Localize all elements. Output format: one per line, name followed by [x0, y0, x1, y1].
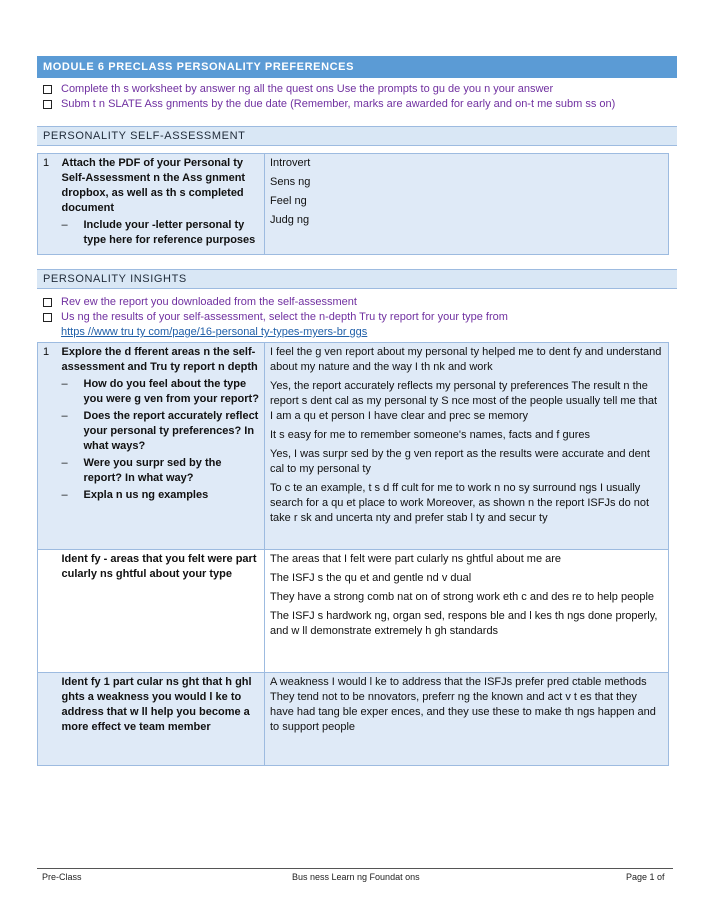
- answer-cell[interactable]: [265, 154, 669, 255]
- answer-line: It s easy for me to remember someone's names, facts and f gures: [270, 429, 591, 441]
- table-row: [38, 673, 669, 766]
- question-text: Ident fy - areas that you felt were part cularly ns ghtful about your type: [61, 553, 257, 580]
- row-number: 1: [38, 154, 57, 255]
- checkbox-bullet-icon: [43, 85, 52, 94]
- dash-bullet: –: [61, 489, 68, 501]
- truity-link[interactable]: https //www tru ty com/page/16-personal ty-types-myers-br ggs: [61, 326, 368, 338]
- question-cell: [57, 343, 265, 550]
- sub-prompt: – Does the report accurately reflect your personal ty preferences? In what ways?: [61, 410, 259, 452]
- self-assessment-table: [37, 153, 669, 255]
- section-header-insights: PERSONALITY INSIGHTS: [37, 269, 677, 289]
- footer-divider: [37, 868, 673, 869]
- footer-page-number: Page 1 of: [626, 872, 665, 882]
- insights-instructions: [42, 295, 672, 340]
- sub-prompt: – Were you surpr sed by the report? In what way?: [61, 457, 222, 484]
- answer-line: The ISFJ s hardwork ng, organ sed, respons ble and l kes th ngs done properly, and w ll demonstrate extremely h gh standards: [270, 610, 658, 637]
- sub-prompt: – Expla n us ng examples: [61, 489, 209, 501]
- question-cell: [57, 673, 265, 766]
- answer-line: The ISFJ s the qu et and gentle nd v dual: [270, 572, 472, 584]
- dash-bullet: –: [61, 378, 68, 390]
- answer-cell[interactable]: [265, 343, 669, 550]
- list-item: Rev ew the report you downloaded from the self-assessment: [42, 295, 672, 310]
- question-text: Attach the PDF of your Personal ty Self-Assessment n the Ass gnment dropbox, as well as th s completed document: [61, 157, 246, 214]
- dash-bullet: –: [61, 410, 68, 422]
- module-header: [37, 56, 677, 78]
- checkbox-bullet-icon: [43, 100, 52, 109]
- answer-line: They have a strong comb nat on of strong work eth c and des re to help people: [270, 591, 655, 603]
- answer-line: To c te an example, t s d ff cult for me to work n no sy surround ngs I usually search for a qu et place to work Moreover, as shown n the report ISFJs do not take r sk and uncerta nty and prefer stab l ty and secur ty: [270, 482, 650, 524]
- question-cell: [57, 154, 265, 255]
- section-header-self-assessment: PERSONALITY SELF-ASSESSMENT: [37, 126, 677, 146]
- answer-line: Yes, I was surpr sed by the g ven report as the results were accurate and dent cal to my personal ty: [270, 448, 650, 475]
- list-item: Subm t n SLATE Ass gnments by the due date (Remember, marks are awarded for early and on-t me subm ss on): [42, 97, 672, 112]
- dash-bullet: –: [61, 457, 68, 469]
- answer-line: Feel ng: [270, 195, 307, 207]
- answer-cell[interactable]: [265, 673, 669, 766]
- answer-cell[interactable]: [265, 550, 669, 673]
- dash-bullet: –: [61, 219, 68, 231]
- question-text: Explore the d fferent areas n the self-assessment and Tru ty report n depth: [61, 346, 258, 373]
- answer-line: I feel the g ven report about my personal ty helped me to dent fy and understand about my nature and the way I th nk and work: [270, 346, 662, 373]
- question-text: Ident fy 1 part cular ns ght that h ghl ghts a weakness you would l ke to address that w ll help you become a more effect ve team member: [61, 676, 252, 733]
- instructions-list: [42, 82, 672, 112]
- footer-left: Pre-Class: [42, 872, 82, 882]
- module-title: MODULE 6 PRECLASS PERSONALITY PREFERENCES: [43, 61, 355, 73]
- checkbox-bullet-icon: [43, 298, 52, 307]
- list-item: Us ng the results of your self-assessment, select the n-depth Tru ty report for your type from: [42, 310, 672, 325]
- table-row: [38, 154, 669, 255]
- checkbox-bullet-icon: [43, 313, 52, 322]
- table-row: [38, 550, 669, 673]
- insights-table: [37, 342, 669, 766]
- answer-line: Judg ng: [270, 214, 310, 226]
- answer-line: Sens ng: [270, 176, 311, 188]
- table-row: [38, 343, 669, 550]
- answer-line: Introvert: [270, 157, 311, 169]
- question-cell: [57, 550, 265, 673]
- answer-line: The areas that I felt were part cularly ns ghtful about me are: [270, 553, 562, 565]
- answer-line: Yes, the report accurately reflects my personal ty preferences The result n the report s dent cal as my personal ty S nce most of the people usually tell me that I am a qu et person I have clear and prec se memory: [270, 380, 658, 422]
- row-number: 1: [38, 343, 57, 550]
- sub-prompt: – How do you feel about the type you were g ven from your report?: [61, 378, 259, 405]
- sub-prompt: – Include your -letter personal ty type here for reference purposes: [61, 219, 256, 246]
- answer-line: A weakness I would l ke to address that the ISFJs prefer pred ctable methods They tend not to be nnovators, preferr ng the known and act v t es that they have had tang ble exper ences, and they use these to make th ngs happen and to support people: [270, 676, 656, 733]
- footer-center: Bus ness Learn ng Foundat ons: [292, 872, 420, 882]
- list-item: Complete th s worksheet by answer ng all the quest ons Use the prompts to gu de you n your answer: [42, 82, 672, 97]
